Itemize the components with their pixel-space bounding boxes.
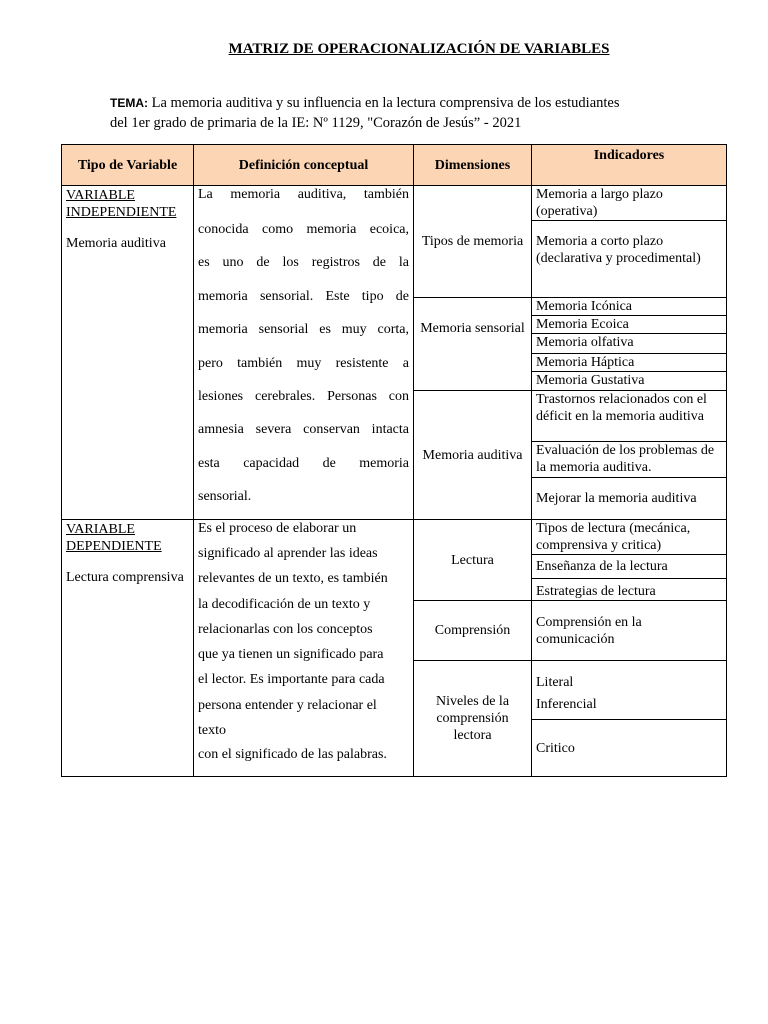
var2-type-line2: DEPENDIENTE <box>66 539 162 554</box>
var1-type-line1: VARIABLE <box>66 188 135 203</box>
header-definicion: Definición conceptual <box>194 145 414 186</box>
header-dimensiones: Dimensiones <box>414 145 532 186</box>
var1-def-line: lesiones cerebrales. Personas con <box>198 389 409 405</box>
tema-paragraph <box>110 93 690 133</box>
var1-def-line: esta capacidad de memoria <box>198 455 409 471</box>
var1-def-line: La memoria auditiva, también <box>198 187 409 202</box>
var1-def-line: sensorial. <box>198 489 252 505</box>
indicator-cell: Memoria a largo plazo (operativa) <box>532 186 727 221</box>
header-indicadores: Indicadores <box>532 145 727 186</box>
indicator-cell: Tipos de lectura (mecánica, comprensiva y critica) <box>532 520 727 555</box>
indicator-cell: Inferencial <box>532 691 727 720</box>
var1-def-line: memoria sensorial. Este tipo de <box>198 288 409 304</box>
dimension-cell: Lectura <box>414 520 532 601</box>
indicator-cell: Critico <box>532 720 727 777</box>
dimension-cell: Niveles de la comprensión lectora <box>414 661 532 777</box>
tema-text-line1: La memoria auditiva y su influencia en la lectura comprensiva de los estudiantes <box>151 95 620 111</box>
var2-def-line: la decodificación de un texto y <box>198 596 371 612</box>
dimension-cell: Memoria auditiva <box>414 391 532 520</box>
var1-def-line: es uno de los registros de la <box>198 255 409 271</box>
var2-def-line: texto <box>198 723 226 739</box>
var1-def-line: conocida como memoria ecoica, <box>198 222 409 237</box>
var2-type-line1: VARIABLE <box>66 522 135 537</box>
indicator-cell: Comprensión en la comunicación <box>532 601 727 661</box>
indicator-cell: Evaluación de los problemas de la memoria auditiva. <box>532 442 727 478</box>
var1-def-line: pero también muy resistente a <box>198 355 409 371</box>
var1-def-line: amnesia severa conservan intacta <box>198 422 409 438</box>
var2-def-line: el lector. Es importante para cada <box>198 672 385 688</box>
dimension-cell: Tipos de memoria <box>414 186 532 298</box>
table-header-row <box>62 145 727 186</box>
dimension-cell: Comprensión <box>414 601 532 661</box>
var2-def-line: significado al aprender las ideas <box>198 546 378 561</box>
indicator-cell: Memoria Icónica <box>532 298 727 316</box>
indicator-cell: Memoria Gustativa <box>532 372 727 391</box>
var1-definition-cell <box>194 186 414 520</box>
var2-def-line: con el significado de las palabras. <box>198 747 387 763</box>
header-tipo-variable: Tipo de Variable <box>62 145 194 186</box>
var2-def-line: relacionarlas con los conceptos <box>198 621 373 637</box>
var2-def-line: que ya tienen un significado para <box>198 647 384 663</box>
var1-type-cell <box>62 186 194 520</box>
var2-type-cell <box>62 520 194 777</box>
var2-definition-cell <box>194 520 414 777</box>
var1-def-line: memoria sensorial es muy corta, <box>198 322 409 338</box>
indicator-cell: Memoria Ecoica <box>532 316 727 334</box>
dimension-cell: Memoria sensorial <box>414 298 532 391</box>
indicator-cell: Memoria a corto plazo (declarativa y procedimental) <box>532 221 727 298</box>
indicator-cell: Trastornos relacionados con el déficit en la memoria auditiva <box>532 391 727 442</box>
indicator-cell: Enseñanza de la lectura <box>532 555 727 579</box>
tema-text-line2: del 1er grado de primaria de la IE: Nº 1129, "Corazón de Jesús” - 2021 <box>110 115 522 131</box>
document-title: MATRIZ DE OPERACIONALIZACIÓN DE VARIABLES <box>228 41 610 57</box>
var2-def-line: persona entender y relacionar el <box>198 697 377 713</box>
indicator-cell: Memoria olfativa <box>532 334 727 354</box>
indicator-cell: Mejorar la memoria auditiva <box>532 478 727 520</box>
indicator-cell: Memoria Háptica <box>532 354 727 372</box>
tema-label: TEMA: <box>110 96 148 110</box>
operationalization-table <box>61 144 727 777</box>
indicator-cell: Estrategias de lectura <box>532 579 727 601</box>
var1-name: Memoria auditiva <box>66 236 166 251</box>
var2-def-line: relevantes de un texto, es también <box>198 571 388 587</box>
indicator-cell: Literal <box>532 661 727 691</box>
var2-name: Lectura comprensiva <box>66 570 184 585</box>
var2-def-line: Es el proceso de elaborar un <box>198 521 357 536</box>
var1-type-line2: INDEPENDIENTE <box>66 205 177 220</box>
